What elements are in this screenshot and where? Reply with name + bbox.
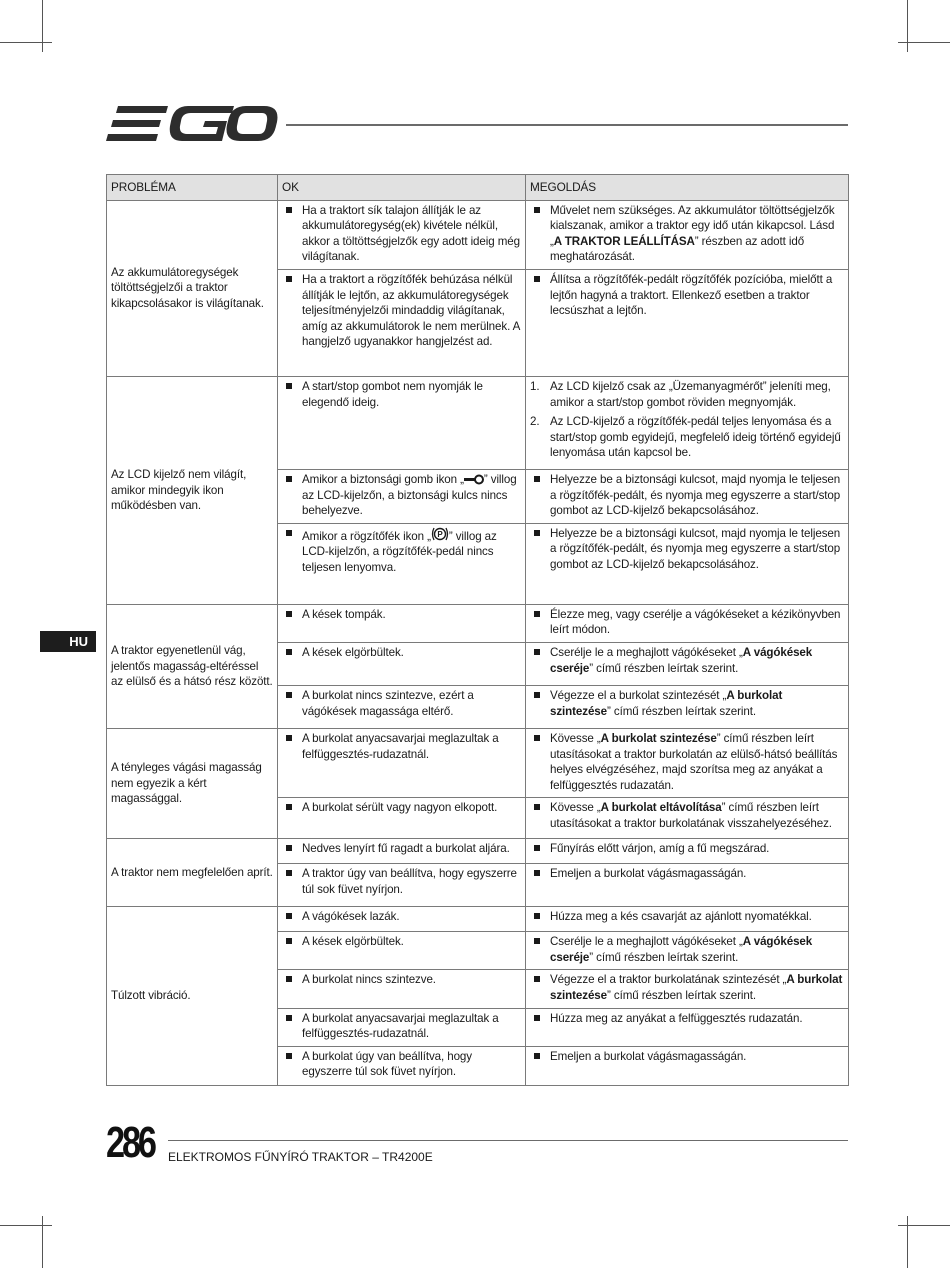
solution-cell xyxy=(526,685,849,728)
solution-cell xyxy=(526,642,849,685)
cause-text xyxy=(282,472,521,519)
cause-text xyxy=(282,526,521,576)
problem-cell: A tényleges vágási magasság nem egyezik a kért magassággal. xyxy=(107,728,278,838)
solution-text: Fűnyírás előtt várjon, amíg a fű megszárad. xyxy=(530,841,844,857)
step-text: Az LCD kijelző csak az „Üzemanyagmérőt” jeleníti meg, amikor a start/stop gombot röviden megnyomják. xyxy=(550,379,831,409)
cause-cell xyxy=(278,685,526,728)
cause-text: A burkolat úgy van beállítva, hogy egyszerre túl sok füvet nyírjon. xyxy=(282,1049,521,1080)
cause-text: A kések elgörbültek. xyxy=(282,645,521,661)
solution-text xyxy=(530,203,844,265)
solution-text-part: ” részben az adott idő meghatározását. xyxy=(550,234,805,264)
cause-cell xyxy=(278,1046,526,1085)
crop-mark xyxy=(0,1225,52,1226)
solution-cell xyxy=(526,523,849,604)
solution-cell xyxy=(526,269,849,376)
solution-text-part: Cserélje le a meghajlott vágókéseket „ xyxy=(550,645,743,659)
crop-mark xyxy=(42,1216,43,1268)
solution-text-part: ” című részben leírtak szerint. xyxy=(589,661,739,675)
cause-cell xyxy=(278,728,526,797)
step-text: Az LCD-kijelző a rögzítőfék-pedál teljes lenyomása és a start/stop gomb egyidejű, megfelelő ideig történő egyidejű lenyomása után kapcsol be. xyxy=(550,415,841,460)
cause-text: Ha a traktort a rögzítőfék behúzása nélkül állítják le lejtőn, az akkumulátoregységek teljesítményjelzői mindaddig világítanak, amíg az akkumulátorok le nem merülnek. A hangjelző ugyanakkor hangjelzést ad. xyxy=(282,272,521,350)
crop-mark xyxy=(42,0,43,52)
page-number: 286 xyxy=(106,1118,154,1167)
solution-text-part: Kövesse „ xyxy=(550,801,601,815)
cause-text: A burkolat anyacsavarjai meglazultak a felfüggesztés-rudazatnál. xyxy=(282,1011,521,1042)
solution-text-part: Végezze el a burkolat szintezését „ xyxy=(550,688,727,702)
solution-reference: A burkolat szintezése xyxy=(550,688,783,718)
cause-cell xyxy=(278,469,526,523)
solution-text xyxy=(530,800,844,831)
solution-text-part: Végezze el a traktor burkolatának szintezését „ xyxy=(550,973,787,987)
solution-text: Állítsa a rögzítőfék-pedált rögzítőfék pozícióba, mielőtt a lejtőn hagyná a traktort. Ellenkező esetben a traktor lecsúszhat a lejtőn. xyxy=(530,272,844,319)
solution-step xyxy=(530,414,844,461)
solution-text: Húzza meg az anyákat a felfüggesztés rudazatán. xyxy=(530,1011,844,1027)
solution-text: Élezze meg, vagy cserélje a vágókéseket a kézikönyvben leírt módon. xyxy=(530,607,844,638)
solution-reference: A vágókések cseréje xyxy=(550,935,813,964)
cause-text: A kések elgörbültek. xyxy=(282,934,521,950)
table-row xyxy=(107,728,849,797)
solution-cell xyxy=(526,1008,849,1046)
problem-cell: Az LCD kijelző nem világít, amikor mindegyik ikon működésben van. xyxy=(107,376,278,604)
solution-reference: A burkolat szintezése xyxy=(550,973,843,1003)
solution-text: Helyezze be a biztonsági kulcsot, majd nyomja le teljesen a rögzítőfék-pedált, és nyomja meg egyszerre a start/stop gombot az LCD-kijelző bekapcsolásához. xyxy=(530,472,844,519)
header-cause: OK xyxy=(278,175,526,201)
solution-cell xyxy=(526,1046,849,1085)
table-row xyxy=(107,200,849,269)
solution-text: Helyezze be a biztonsági kulcsot, majd nyomja le teljesen a rögzítőfék-pedált, és nyomja meg egyszerre a start/stop gombot az LCD-kijelző bekapcsolásához. xyxy=(530,526,844,573)
cause-cell xyxy=(278,642,526,685)
cause-text-part: Amikor a rögzítőfék ikon „ xyxy=(302,529,431,543)
solution-text-part: Cserélje le a meghajlott vágókéseket „ xyxy=(550,935,743,949)
solution-text: Emeljen a burkolat vágásmagasságán. xyxy=(530,866,844,882)
solution-text xyxy=(530,645,844,676)
cause-cell xyxy=(278,864,526,907)
solution-text-part: ” című részben leírt utasításokat a traktor burkolatának visszahelyezéséhez. xyxy=(550,801,832,830)
crop-mark xyxy=(0,42,52,43)
document-title: ELEKTROMOS FŰNYÍRÓ TRAKTOR – TR4200E xyxy=(168,1150,433,1164)
cause-text: A start/stop gombot nem nyomják le elegendő ideig. xyxy=(282,379,521,410)
solution-cell xyxy=(526,907,849,932)
cause-cell xyxy=(278,907,526,932)
solution-cell xyxy=(526,604,849,642)
problem-cell: Túlzott vibráció. xyxy=(107,907,278,1086)
cause-cell xyxy=(278,932,526,970)
solution-text xyxy=(530,731,844,793)
solution-cell xyxy=(526,864,849,907)
table-header-row xyxy=(107,175,849,201)
svg-text:P: P xyxy=(437,529,443,539)
cause-cell xyxy=(278,523,526,604)
safety-key-icon xyxy=(464,474,484,485)
solution-cell xyxy=(526,728,849,797)
solution-text xyxy=(530,934,844,965)
solution-reference: A vágókések cseréje xyxy=(550,645,813,675)
table-row xyxy=(107,376,849,469)
cause-text: A burkolat anyacsavarjai meglazultak a felfüggesztés-rudazatnál. xyxy=(282,731,521,762)
problem-cell: A traktor egyenetlenül vág, jelentős magasság-eltéréssel az elülső és a hátsó rész között. xyxy=(107,604,278,728)
table-row xyxy=(107,907,849,932)
solution-text xyxy=(530,688,844,719)
solution-cell xyxy=(526,970,849,1008)
cause-text: Nedves lenyírt fű ragadt a burkolat aljára. xyxy=(282,841,521,857)
solution-cell xyxy=(526,932,849,970)
crop-mark xyxy=(898,42,950,43)
cause-cell xyxy=(278,376,526,469)
solution-cell xyxy=(526,376,849,469)
header-problem: PROBLÉMA xyxy=(107,175,278,201)
solution-cell xyxy=(526,200,849,269)
solution-reference: A burkolat szintezése xyxy=(600,731,717,745)
solution-text: Húzza meg a kés csavarját az ajánlott nyomatékkal. xyxy=(530,909,844,925)
cause-cell xyxy=(278,1008,526,1046)
cause-text: A burkolat nincs szintezve. xyxy=(282,972,521,988)
cause-text-part: ” villog az LCD-kijelzőn, a rögzítőfék-pedál nincs teljesen lenyomva. xyxy=(302,529,497,574)
step-number: 1. xyxy=(530,379,540,393)
cause-text-part: Amikor a biztonsági gomb ikon „ xyxy=(302,472,464,486)
cause-cell xyxy=(278,200,526,269)
language-tab: HU xyxy=(40,631,96,652)
troubleshooting-table xyxy=(106,174,849,1086)
header-solution: MEGOLDÁS xyxy=(526,175,849,201)
problem-cell: Az akkumulátoregységek töltöttségjelzői a traktor kikapcsolásakor is világítanak. xyxy=(107,200,278,376)
cause-text: A traktor úgy van beállítva, hogy egyszerre túl sok füvet nyírjon. xyxy=(282,866,521,897)
cause-text: A burkolat nincs szintezve, ezért a vágókések magassága eltérő. xyxy=(282,688,521,719)
parking-brake-icon xyxy=(431,526,449,542)
cause-text: A kések tompák. xyxy=(282,607,521,623)
solution-text-part: ” című részben leírtak szerint. xyxy=(589,950,739,964)
solution-cell xyxy=(526,839,849,864)
solution-reference: A burkolat eltávolítása xyxy=(600,801,722,815)
cause-text-part: ” villog az LCD-kijelzőn, a biztonsági kulcs nincs behelyezve. xyxy=(302,472,517,518)
solution-text xyxy=(530,972,844,1003)
solution-step xyxy=(530,379,844,410)
problem-cell: A traktor nem megfelelően aprít. xyxy=(107,839,278,907)
footer-rule xyxy=(168,1140,848,1141)
cause-text: A vágókések lazák. xyxy=(282,909,521,925)
solution-text-part: ” című részben leírtak szerint. xyxy=(607,989,756,1003)
cause-cell xyxy=(278,269,526,376)
cause-cell xyxy=(278,604,526,642)
cause-cell xyxy=(278,798,526,839)
step-number: 2. xyxy=(530,415,540,429)
table-row xyxy=(107,604,849,642)
solution-text-part: ” című részben leírtak szerint. xyxy=(607,704,756,718)
crop-mark xyxy=(907,0,908,52)
solution-reference: A TRAKTOR LEÁLLÍTÁSA xyxy=(553,234,695,248)
table-row xyxy=(107,839,849,864)
solution-text: Emeljen a burkolat vágásmagasságán. xyxy=(530,1049,844,1065)
crop-mark xyxy=(898,1225,950,1226)
solution-cell xyxy=(526,469,849,523)
solution-text-part: Kövesse „ xyxy=(550,731,601,745)
solution-text-part: ” című részben leírt utasításokat a traktor burkolatán az elülső-hátsó beállítás helyes elvégzéséhez, majd szorítsa meg az anyákat a felfüggesztés rudazatán. xyxy=(550,731,838,792)
cause-text: Ha a traktort sík talajon állítják le az akkumulátoregység(ek) kivétele nélkül, akkor a töltöttségjelzők egy adott ideig még világítanak. xyxy=(282,203,521,265)
cause-text: A burkolat sérült vagy nagyon elkopott. xyxy=(282,800,521,816)
ego-logo xyxy=(106,104,278,144)
cause-cell xyxy=(278,970,526,1008)
solution-cell xyxy=(526,798,849,839)
crop-mark xyxy=(907,1216,908,1268)
header-rule xyxy=(286,124,848,126)
cause-cell xyxy=(278,839,526,864)
solution-text-part: Művelet nem szükséges. Az akkumulátor töltöttségjelzők kialszanak, amikor a traktor egy idő után kikapcsol. Lásd „ xyxy=(550,203,835,248)
